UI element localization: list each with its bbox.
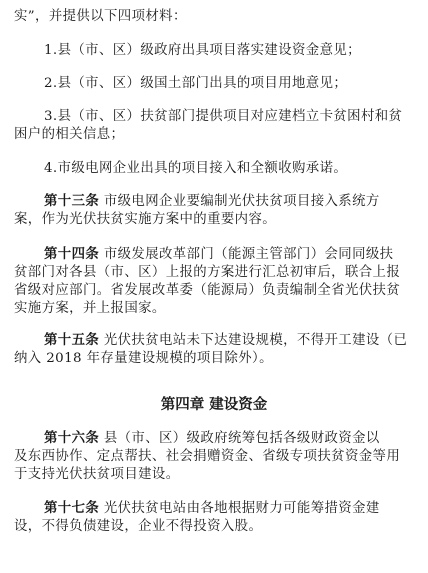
article-text: 市级电网企业要编制光伏扶贫项目接入系统方 (103, 194, 380, 209)
article-16 (44, 430, 428, 448)
text-line: 纳入 2018 年存量建设规模的项目除外）。 (14, 351, 273, 366)
text-line: 及东西协作、定点帮扶、社会捐赠资金、省级专项扶贫资金等用 (14, 449, 401, 464)
text-line: 省级对应部门。省发展改革委（能源局）负责编制全省光伏扶贫 (14, 283, 401, 298)
list-item: 4.市级电网企业出具的项目接入和全额收购承诺。 (44, 161, 348, 176)
article-number: 第十三条 (44, 194, 100, 209)
text-line: 贫部门对各县（市、区）上报的方案进行汇总初审后，联合上报 (14, 265, 401, 280)
article-15 (44, 332, 428, 350)
chapter-heading: 第四章 建设资金 (160, 397, 268, 413)
text-line: 实”，并提供以下四项材料： (14, 9, 187, 24)
article-number: 第十五条 (44, 333, 100, 348)
list-item: 3.县（市、区）扶贫部门提供项目对应建档立卡贫困村和贫 (44, 109, 403, 124)
article-text: 光伏扶贫电站未下达建设规模，不得开工建设（已 (103, 333, 408, 348)
article-text: 光伏扶贫电站由各地根据财力可能筹措资金建 (103, 501, 380, 516)
article-17 (44, 500, 428, 518)
article-13 (44, 193, 428, 211)
list-item: 1.县（市、区）级政府出具项目落实建设资金意见； (44, 43, 361, 58)
list-item: 2.县（市、区）级国土部门出具的项目用地意见； (44, 76, 348, 91)
text-line: 案，作为光伏扶贫实施方案中的重要内容。 (14, 212, 277, 227)
article-text: 县（市、区）级政府统筹包括各级财政资金以 (103, 431, 380, 446)
text-line: 困户的相关信息； (14, 127, 125, 142)
article-text: 市级发展改革部门（能源主管部门）会同同级扶 (103, 247, 394, 262)
text-line: 于支持光伏扶贫项目建设。 (14, 467, 180, 482)
article-number: 第十七条 (44, 501, 100, 516)
text-line: 实施方案，并上报国家。 (14, 301, 166, 316)
article-14 (44, 246, 428, 264)
article-number: 第十六条 (44, 431, 100, 446)
article-number: 第十四条 (44, 247, 100, 262)
text-line: 设，不得负债建设，企业不得投资入股。 (14, 519, 263, 534)
